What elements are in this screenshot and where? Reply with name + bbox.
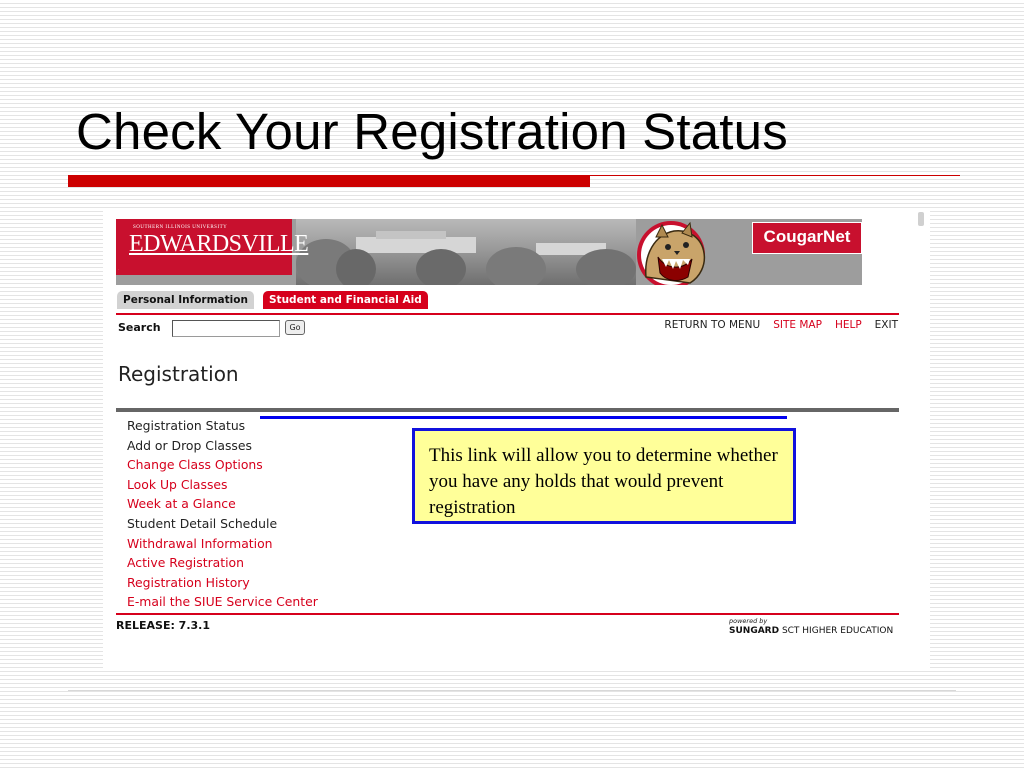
title-underline-thin — [590, 175, 960, 176]
slide-title: Check Your Registration Status — [76, 103, 788, 160]
page-title: Registration — [118, 362, 239, 386]
cougarnet-label: CougarNet — [763, 227, 851, 246]
menu-item-withdrawal-information[interactable]: Withdrawal Information — [127, 535, 273, 551]
cougar-mascot-icon — [616, 219, 726, 285]
scrollbar-thumb[interactable] — [918, 212, 924, 226]
help-link[interactable]: HELP — [834, 319, 862, 331]
heading-divider — [116, 408, 899, 412]
vendor-division: SCT HIGHER EDUCATION — [779, 626, 894, 636]
menu-item-active-registration[interactable]: Active Registration — [127, 555, 244, 571]
menu-item-registration-status[interactable]: Registration Status — [127, 418, 246, 433]
menu-item-registration-history[interactable]: Registration History — [127, 574, 250, 590]
release-version: RELEASE: 7.3.1 — [116, 619, 211, 632]
menu-item-add-drop-classes[interactable]: Add or Drop Classes — [127, 437, 252, 453]
callout-pointer-line — [260, 416, 787, 419]
tab-bar-underline — [116, 313, 899, 315]
top-links — [664, 319, 898, 331]
powered-by-label: powered by — [729, 617, 768, 625]
cougarnet-screenshot — [103, 208, 930, 668]
siue-logo[interactable] — [116, 219, 309, 275]
menu-item-look-up-classes[interactable]: Look Up Classes — [127, 476, 228, 492]
search-label: Search — [118, 321, 161, 334]
vendor-logo[interactable] — [729, 626, 893, 636]
tab-personal-information[interactable]: Personal Information — [117, 291, 254, 309]
title-underline-thick — [68, 175, 590, 187]
logo-fineprint: · — [118, 267, 119, 271]
registration-menu — [127, 416, 318, 612]
menu-item-change-class-options[interactable]: Change Class Options — [127, 457, 263, 473]
site-map-link[interactable]: SITE MAP — [773, 319, 822, 331]
callout-note: This link will allow you to determine whether you have any holds that would prevent registration — [412, 428, 796, 524]
slide-bottom-rule — [68, 690, 956, 691]
menu-item-week-at-a-glance[interactable]: Week at a Glance — [127, 496, 236, 512]
menu-item-email-service-center[interactable]: E-mail the SIUE Service Center — [127, 594, 318, 610]
logo-subtitle: SOUTHERN ILLINOIS UNIVERSITY — [133, 225, 228, 230]
logo-title: EDWARDSVILLE — [129, 231, 309, 257]
search-input[interactable] — [172, 320, 280, 337]
footer-divider — [116, 613, 899, 615]
vendor-name: SUNGARD — [729, 626, 780, 636]
site-banner — [116, 219, 862, 285]
campus-photo — [296, 219, 636, 285]
return-to-menu-link[interactable]: RETURN TO MENU — [664, 319, 761, 331]
cougarnet-brand[interactable] — [752, 222, 862, 254]
exit-link[interactable]: EXIT — [874, 319, 898, 331]
menu-item-student-detail-schedule[interactable]: Student Detail Schedule — [127, 515, 278, 531]
go-button[interactable]: Go — [285, 320, 305, 335]
tab-student-and-financial-aid[interactable]: Student and Financial Aid — [263, 291, 428, 309]
